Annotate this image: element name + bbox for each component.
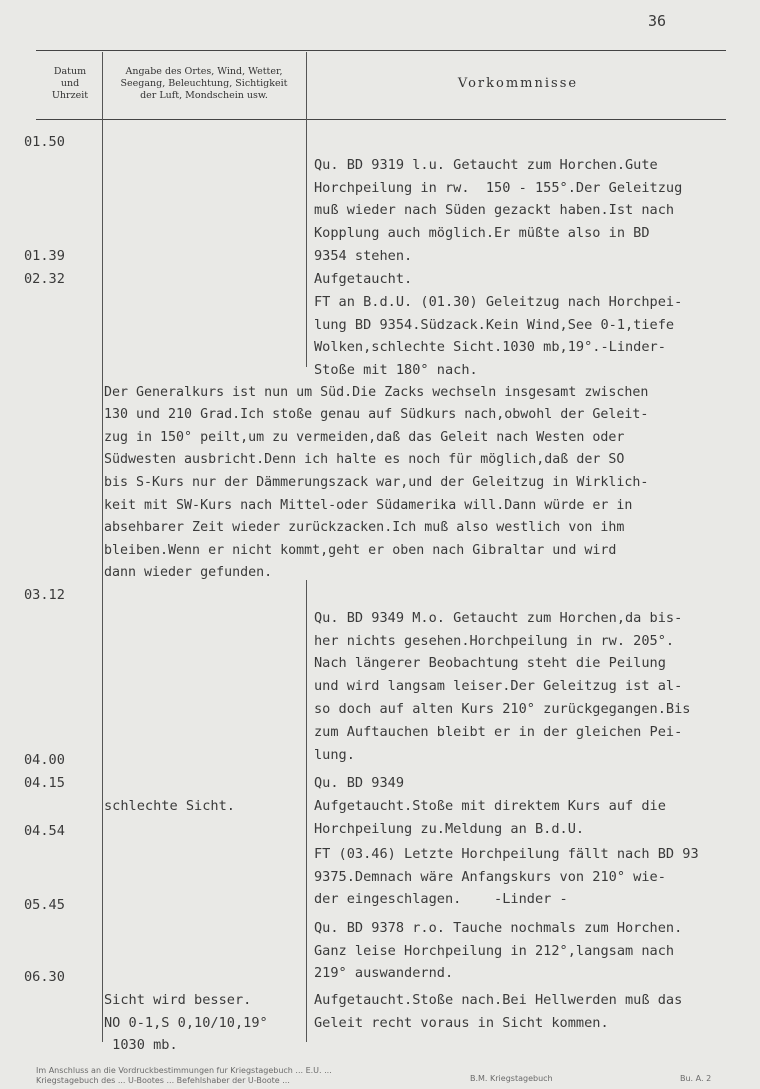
entry-line: Horchpeilung zu.Meldung an B.d.U.	[314, 820, 585, 837]
header-datum-line: Uhrzeit	[51, 90, 89, 101]
header-weather-line: Seegang, Beleuchtung, Sichtigkeit	[120, 78, 288, 89]
footer-left: Im Anschluss an die Vordruckbestimmungen fur Kriegstagebuch ... E.U. ... Kriegstagebuch des ... U-Bootes ... Befehlshaber der U-Boote ...	[36, 1066, 332, 1085]
entry-line: lung BD 9354.Südzack.Kein Wind,See 0-1,tiefe	[314, 316, 675, 333]
entry-time: 04.54	[24, 823, 65, 839]
paragraph-line: keit mit SW-Kurs nach Mittel-oder Südamerika will.Dann würde er in	[104, 497, 633, 513]
entry-line: 9375.Demnach wäre Anfangskurs von 210° wie-	[314, 868, 666, 885]
entry-time: 06.30	[24, 969, 65, 985]
entry-time: 01.39	[24, 248, 65, 264]
entry-line: Horchpeilung in rw. 150 - 155°.Der Geleitzug	[314, 179, 683, 196]
header-datum-line: Datum	[53, 66, 87, 77]
entry-time: 02.32	[24, 271, 65, 287]
footer-right: Bu. A. 2	[680, 1074, 712, 1083]
entry-line: Qu. BD 9349 M.o. Getaucht zum Horchen,da bis-	[314, 609, 683, 626]
paragraph-line: Der Generalkurs ist nun um Süd.Die Zacks wechseln insgesamt zwischen	[104, 384, 649, 400]
paragraph-line: zug in 150° peilt,um zu vermeiden,daß das Geleit nach Westen oder	[104, 429, 625, 445]
header-weather-line: der Luft, Mondschein usw.	[140, 90, 268, 101]
entry-line: FT (03.46) Letzte Horchpeilung fällt nach BD 93	[314, 845, 699, 862]
paragraph-line: 130 und 210 Grad.Ich stoße genau auf Südkurs nach,obwohl der Geleit-	[104, 407, 649, 423]
entry-time: 01.50	[24, 134, 65, 150]
entry-line: zum Auftauchen bleibt er in der gleichen Pei-	[314, 723, 683, 740]
entry-line: Wolken,schlechte Sicht.1030 mb,19°.-Linder-	[314, 339, 666, 356]
weather-line: schlechte Sicht.	[104, 797, 235, 814]
page-number: 36	[648, 12, 667, 30]
entry-line: und wird langsam leiser.Der Geleitzug ist al-	[314, 678, 683, 695]
entry-line: so doch auf alten Kurs 210° zurückgegangen.Bis	[314, 700, 691, 717]
column-divider-1	[102, 52, 103, 592]
weather-line: 1030 mb.	[104, 1037, 178, 1054]
paragraph-line: Südwesten ausbricht.Denn ich halte es noch für möglich,daß der SO	[104, 452, 625, 468]
entry-weather	[104, 772, 235, 818]
header-top-rule	[36, 50, 726, 51]
column-divider-2-lower	[306, 580, 307, 1042]
entry-line: muß wieder nach Süden gezackt haben.Ist nach	[314, 202, 675, 219]
entry-weather	[104, 966, 268, 1057]
header-weather-line: Angabe des Ortes, Wind, Wetter,	[125, 66, 283, 77]
entry-line: lung.	[314, 746, 355, 763]
entry-line: her nichts gesehen.Horchpeilung in rw. 205°.	[314, 632, 675, 649]
entry-line: Aufgetaucht.Stoße nach.Bei Hellwerden muß das	[314, 991, 683, 1008]
entry-line: 219° auswandernd.	[314, 965, 454, 982]
paragraph-line: bleiben.Wenn er nicht kommt,geht er oben nach Gibraltar und wird	[104, 542, 617, 558]
entry-time: 05.45	[24, 897, 65, 913]
entry-line: 9354 stehen.	[314, 247, 413, 264]
wide-paragraph	[104, 359, 648, 585]
entry-text	[314, 584, 690, 766]
entry-time: 03.12	[24, 587, 65, 603]
entry-line: der eingeschlagen. -Linder -	[314, 891, 568, 908]
header-datum	[40, 66, 100, 102]
entry-line: Nach längerer Beobachtung steht die Peilung	[314, 655, 666, 672]
entry-line: Aufgetaucht.	[314, 270, 413, 287]
header-vorkommnisse: Vorkommnisse	[457, 76, 579, 91]
paragraph-line: bis S-Kurs nur der Dämmerungszack war,und der Geleitzug in Wirklich-	[104, 474, 649, 490]
column-divider-2	[306, 52, 307, 367]
entry-text	[314, 966, 682, 1034]
header-datum-line: und	[60, 78, 80, 89]
entry-line: Qu. BD 9319 l.u. Getaucht zum Horchen.Gute	[314, 156, 658, 173]
paragraph-line: dann wieder gefunden.	[104, 565, 273, 581]
column-divider-1-lower	[102, 582, 103, 1042]
entry-line: Qu. BD 9349	[314, 774, 405, 791]
header-weather	[104, 66, 304, 102]
entry-line: Kopplung auch möglich.Er müßte also in BD	[314, 225, 650, 242]
entry-line: Ganz leise Horchpeilung in 212°,langsam nach	[314, 942, 675, 959]
header-bottom-rule	[36, 119, 726, 120]
entry-line: Aufgetaucht.Stoße mit direktem Kurs auf die	[314, 797, 666, 814]
weather-line: NO 0-1,S 0,10/10,19°	[104, 1014, 268, 1031]
entry-line: Geleit recht voraus in Sicht kommen.	[314, 1014, 609, 1031]
paragraph-line: absehbarer Zeit wieder zurückzacken.Ich muß also westlich von ihm	[104, 520, 625, 536]
weather-line: Sicht wird besser.	[104, 991, 252, 1008]
entry-line: FT an B.d.U. (01.30) Geleitzug nach Horchpei-	[314, 293, 683, 310]
entry-line: Qu. BD 9378 r.o. Tauche nochmals zum Horchen.	[314, 919, 683, 936]
entry-time: 04.15	[24, 775, 65, 791]
entry-line: Stoße mit 180° nach.	[314, 362, 478, 379]
entry-time: 04.00	[24, 752, 65, 768]
footer-middle: B.M. Kriegstagebuch	[470, 1074, 553, 1083]
